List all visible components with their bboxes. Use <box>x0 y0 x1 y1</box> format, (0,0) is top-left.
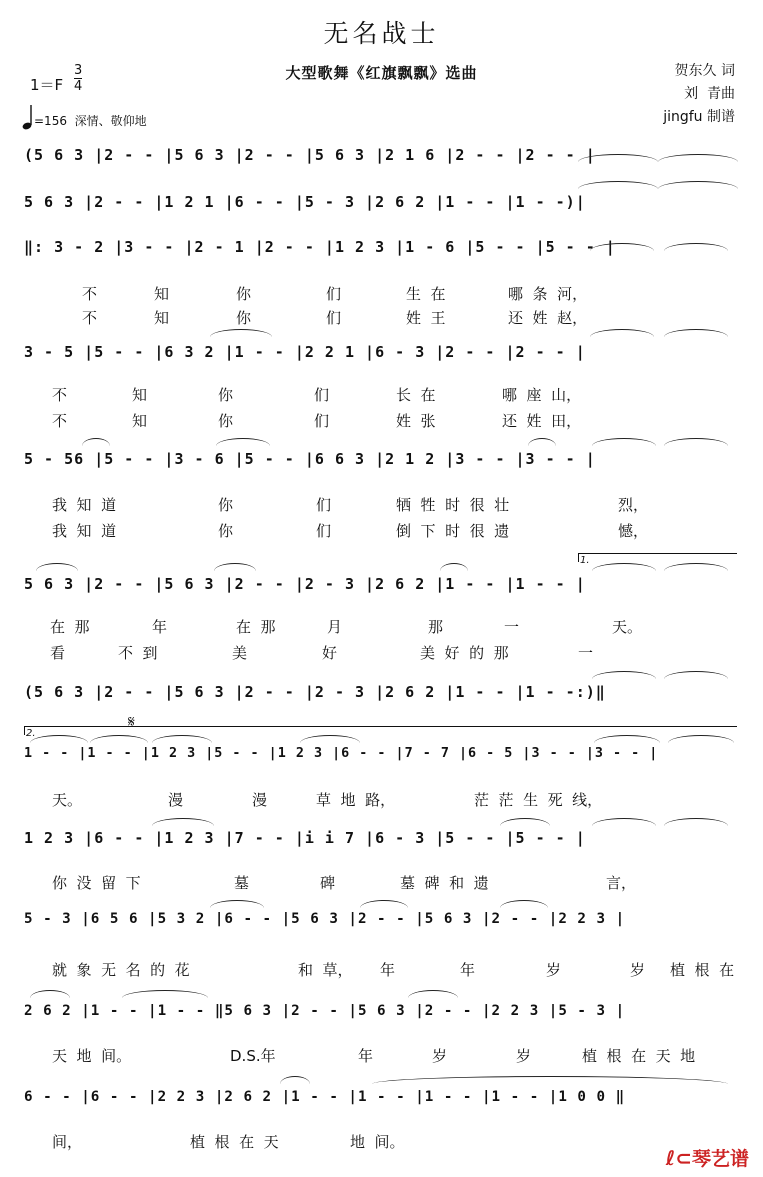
lyric-word: 长 在 <box>396 386 436 404</box>
lyric-word: 草 地 路， <box>316 791 396 809</box>
lyric-word: 和 草， <box>298 961 353 979</box>
lyric-word: 美 <box>232 644 248 662</box>
lyric-word: 一 <box>504 618 520 636</box>
notes-line: 5 - 3 |6 5 6 |5 3 2 |6 - - |5 6 3 |2 - - |5 6 3 |2 - - |2 2 3 | <box>24 911 626 927</box>
notes-line: 1 - - |1 - - |1 2 3 |5 - - |1 2 3 |6 - - |7 - 7 |6 - 5 |3 - - |3 - - | <box>24 746 659 761</box>
score-row <box>20 343 736 373</box>
notes-line: 5 6 3 |2 - - |5 6 3 |2 - - |2 - 3 |2 6 2 |1 - - |1 - - | <box>24 575 586 593</box>
slur-arc <box>664 671 728 679</box>
lyric-word: 烈， <box>618 496 649 514</box>
slur-arc <box>90 735 148 743</box>
lyric-word: 你 <box>236 285 252 303</box>
lyric-word: 年 <box>460 961 476 979</box>
song-subtitle: 大型歌舞《红旗飘飘》选曲 <box>285 64 478 82</box>
lyricist-credit: 贺东久 词 <box>674 63 735 79</box>
lyric-word: 知 <box>132 386 148 404</box>
lyric-word: 们 <box>314 412 330 430</box>
score-row <box>20 829 736 859</box>
lyric-word: 年 <box>358 1047 374 1065</box>
notes-line: 5 - 56 |5 - - |3 - 6 |5 - - |6 6 3 |2 1 2 |3 - - |3 - - | <box>24 450 596 468</box>
lyric-word: 天。 <box>52 791 83 809</box>
lyric-word: 言， <box>606 874 637 892</box>
lyric-word: 还 姓 赵， <box>508 309 588 327</box>
lyric-word: 岁 <box>516 1047 532 1065</box>
lyric-word: 们 <box>316 522 332 540</box>
lyric-word: 牺 牲 时 很 壮 <box>396 496 510 514</box>
slur-arc <box>214 563 256 571</box>
lyric-word: 姓 王 <box>406 309 446 327</box>
lyric-word: 年 <box>380 961 396 979</box>
slur-arc <box>592 438 656 446</box>
slur-arc <box>594 735 660 743</box>
lyric-word: 你 没 留 下 <box>52 874 141 892</box>
volta-2-label: 2. <box>26 728 36 739</box>
slur-arc <box>668 735 734 743</box>
notes-line: 3 - 5 |5 - - |6 3 2 |1 - - |2 2 1 |6 - 3 |2 - - |2 - - | <box>24 343 586 361</box>
lyric-word: 看 <box>50 644 66 662</box>
logo-text: 琴艺谱 <box>691 1148 749 1170</box>
lyric-word: 知 <box>154 309 170 327</box>
lyric-word: 憾， <box>618 522 649 540</box>
slur-arc <box>590 329 654 337</box>
slur-arc <box>152 735 212 743</box>
lyric-word: 天。 <box>612 618 643 636</box>
lyric-word: 那 <box>428 618 444 636</box>
lyric-word: D.S.年 <box>230 1047 276 1065</box>
slur-arc <box>280 1076 310 1084</box>
lyric-word: 地 间。 <box>350 1133 405 1151</box>
segno-icon: 𝄋 <box>128 712 135 731</box>
lyric-word: 倒 下 时 很 遗 <box>396 522 510 540</box>
volta-1-bracket <box>578 553 737 562</box>
lyric-word: 知 <box>132 412 148 430</box>
lyric-word: 不 <box>82 309 98 327</box>
lyric-word: 好 <box>322 644 338 662</box>
tempo-marking: =156 深情、敬仰地 <box>34 114 147 128</box>
lyric-word: 墓 <box>234 874 250 892</box>
slur-arc <box>658 181 738 189</box>
slur-arc <box>82 438 110 446</box>
lyric-word: 生 在 <box>406 285 446 303</box>
slur-arc <box>210 900 264 908</box>
slur-arc <box>592 818 656 826</box>
slur-arc <box>216 438 270 446</box>
score-row <box>20 746 736 776</box>
time-sig-bottom: 4 <box>74 79 83 94</box>
time-sig-top: 3 <box>74 63 83 78</box>
song-title: 无名战士 <box>323 19 440 48</box>
lyric-word: 在 那 <box>50 618 90 636</box>
lyric-word: 不 <box>52 386 68 404</box>
slur-arc <box>360 900 408 908</box>
score-row <box>20 575 736 605</box>
lyric-word: 姓 张 <box>396 412 436 430</box>
score-row <box>20 911 736 941</box>
lyric-word: 我 知 道 <box>52 496 117 514</box>
notes-line: (5 6 3 |2 - - |5 6 3 |2 - - |2 - 3 |2 6 2 |1 - - |1 - -:)‖ <box>24 683 606 701</box>
lyric-word: 你 <box>218 496 234 514</box>
slur-arc <box>664 438 728 446</box>
lyric-word: 植 根 在 天 <box>190 1133 279 1151</box>
slur-arc <box>500 818 550 826</box>
slur-arc <box>592 563 656 571</box>
slur-arc <box>408 990 458 998</box>
lyric-word: 一 <box>578 644 594 662</box>
lyric-word: 岁 <box>546 961 562 979</box>
lyric-word: 你 <box>236 309 252 327</box>
slur-arc <box>152 818 214 826</box>
lyric-word: 哪 条 河， <box>508 285 588 303</box>
lyric-word: 在 那 <box>236 618 276 636</box>
score-row <box>20 683 736 713</box>
time-signature <box>74 63 82 94</box>
score-row <box>20 1003 736 1033</box>
lyric-word: 还 姓 田， <box>502 412 582 430</box>
slur-arc <box>440 563 468 571</box>
notes-line: 1 2 3 |6 - - |1 2 3 |7 - - |i i 7 |6 - 3 |5 - - |5 - - | <box>24 829 586 847</box>
slur-arc <box>664 329 728 337</box>
lyric-word: 碑 <box>320 874 336 892</box>
lyric-word: 就 象 无 名 的 花 <box>52 961 190 979</box>
lyric-word: 漫 <box>168 791 184 809</box>
composer-credit: 刘 青曲 <box>684 86 735 102</box>
key-signature: 1＝F <box>30 76 64 94</box>
lyric-word: 岁 <box>432 1047 448 1065</box>
score-row <box>20 1089 736 1119</box>
slur-arc <box>30 990 70 998</box>
lyric-word: 不 <box>82 285 98 303</box>
lyric-word: 你 <box>218 412 234 430</box>
lyric-word: 们 <box>326 309 342 327</box>
notes-line: 2 6 2 |1 - - |1 - - ‖5 6 3 |2 - - |5 6 3 |2 - - |2 2 3 |5 - 3 | <box>24 1003 626 1019</box>
lyric-word: 不 到 <box>118 644 158 662</box>
lyric-word: 们 <box>316 496 332 514</box>
notation-credit: jingfu 制谱 <box>663 109 735 125</box>
lyric-word: 墓 碑 和 遗 <box>400 874 489 892</box>
score-row <box>20 193 736 223</box>
lyric-word: 你 <box>218 522 234 540</box>
lyric-word: 月 <box>327 618 343 636</box>
slur-arc <box>122 990 208 998</box>
slur-arc <box>592 671 656 679</box>
volta-1-label: 1. <box>580 555 590 566</box>
slur-arc <box>300 735 360 743</box>
lyric-word: 植 根 在 <box>670 961 735 979</box>
slur-arc <box>664 818 728 826</box>
lyric-word: 哪 座 山， <box>502 386 582 404</box>
lyric-word: 岁 <box>630 961 646 979</box>
slur-arc <box>578 181 658 189</box>
lyric-word: 美 好 的 那 <box>420 644 509 662</box>
notes-line: 5 6 3 |2 - - |1 2 1 |6 - - |5 - 3 |2 6 2 |1 - - |1 - -)| <box>24 193 586 211</box>
slur-arc <box>36 563 78 571</box>
lyric-word: 天 地 间。 <box>52 1047 132 1065</box>
slur-arc <box>664 563 728 571</box>
lyric-word: 我 知 道 <box>52 522 117 540</box>
lyric-word: 间， <box>52 1133 83 1151</box>
notes-line: (5 6 3 |2 - - |5 6 3 |2 - - |5 6 3 |2 1 6 |2 - - |2 - - | <box>24 146 596 164</box>
lyric-word: 们 <box>314 386 330 404</box>
slur-arc <box>500 900 548 908</box>
logo-icon: ℓ⊂ <box>665 1146 692 1170</box>
lyric-word: 年 <box>152 618 168 636</box>
slur-arc <box>210 329 272 337</box>
lyric-word: 知 <box>154 285 170 303</box>
lyric-word: 漫 <box>252 791 268 809</box>
lyric-word: 不 <box>52 412 68 430</box>
lyric-word: 茫 茫 生 死 线， <box>474 791 603 809</box>
lyric-word: 植 根 在 天 地 <box>582 1047 696 1065</box>
slur-arc <box>30 735 88 743</box>
site-logo <box>666 1144 749 1171</box>
slur-arc <box>528 438 556 446</box>
notes-line: 6 - - |6 - - |2 2 3 |2 6 2 |1 - - |1 - - |1 - - |1 - - |1 0 0 ‖ <box>24 1089 626 1105</box>
lyric-word: 们 <box>326 285 342 303</box>
lyric-word: 你 <box>218 386 234 404</box>
score-row <box>20 450 736 480</box>
slur-arc <box>372 1076 728 1084</box>
notes-line: ‖: 3 - 2 |3 - - |2 - 1 |2 - - |1 2 3 |1 - 6 |5 - - |5 - - | <box>24 238 616 256</box>
